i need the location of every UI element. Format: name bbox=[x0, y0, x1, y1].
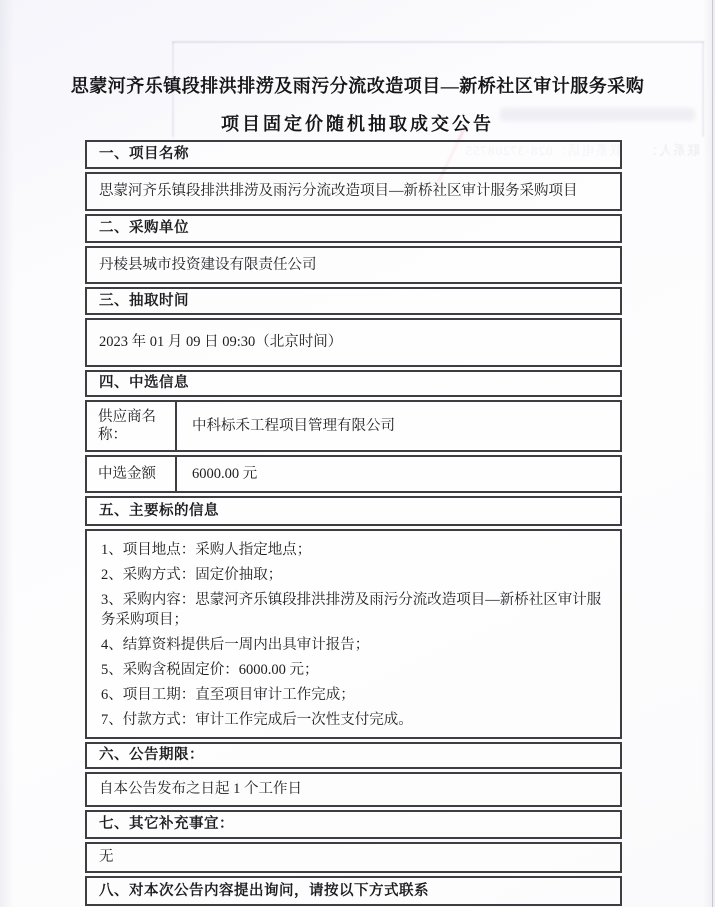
row-supplier bbox=[85, 400, 622, 452]
heading-contact-inquiry: 八、对本次公告内容提出询问，请按以下方式联系 bbox=[85, 876, 622, 906]
announcement-table bbox=[85, 140, 622, 906]
value-purchaser: 丹棱县城市投资建设有限责任公司 bbox=[85, 246, 622, 284]
award-amount-label: 中选金额 bbox=[87, 457, 177, 491]
bleedthrough-text: 联系人： 联系电话：028-37208755 bbox=[464, 143, 700, 158]
detail-item-duration: 6、项目工期：直至项目审计工作完成； bbox=[101, 687, 355, 703]
page-edge-shade-right bbox=[703, 0, 715, 907]
page-edge-line bbox=[712, 0, 713, 907]
supplier-name-value: 中科标禾工程项目管理有限公司 bbox=[192, 417, 395, 434]
row-award-amount bbox=[85, 455, 622, 493]
document-title-line1: 思蒙河齐乐镇段排洪排涝及雨污分流改造项目—新桥社区审计服务采购 bbox=[70, 76, 645, 96]
value-project-name: 思蒙河齐乐镇段排洪排涝及雨污分流改造项目—新桥社区审计服务采购项目 bbox=[85, 172, 622, 211]
detail-item-payment: 7、付款方式：审计工作完成后一次性支付完成。 bbox=[101, 712, 413, 728]
heading-supplementary: 七、其它补充事宜： bbox=[85, 810, 622, 839]
detail-item-report: 4、结算资料提供后一周内出具审计报告； bbox=[101, 637, 370, 653]
page-edge-shade-left bbox=[0, 0, 14, 907]
heading-selection-info: 四、中选信息 bbox=[85, 370, 622, 397]
heading-purchaser: 二、采购单位 bbox=[85, 214, 622, 243]
value-draw-time: 2023 年 01 月 09 日 09:30（北京时间） bbox=[85, 318, 622, 367]
row-subject-details bbox=[85, 529, 622, 739]
bleedthrough-table-line bbox=[172, 41, 704, 43]
heading-project-name: 一、项目名称 bbox=[85, 140, 622, 169]
value-notice-period: 自本公告发布之日起 1 个工作日 bbox=[85, 772, 622, 807]
document-title-line2: 项目固定价随机抽取成交公告 bbox=[221, 114, 494, 134]
heading-subject-info: 五、主要标的信息 bbox=[85, 496, 622, 526]
detail-item-location: 1、项目地点：采购人指定地点； bbox=[101, 542, 312, 558]
detail-item-price: 5、采购含税固定价：6000.00 元； bbox=[101, 662, 319, 678]
value-supplementary: 无 bbox=[85, 842, 622, 873]
detail-item-method: 2、采购方式：固定价抽取； bbox=[101, 567, 283, 583]
supplier-name-label: 供应商名称： bbox=[87, 402, 177, 450]
heading-draw-time: 三、抽取时间 bbox=[85, 287, 622, 315]
detail-item-content: 3、采购内容：思蒙河齐乐镇段排洪排涝及雨污分流改造项目—新桥社区审计服务采购项目； bbox=[101, 592, 602, 628]
heading-notice-period: 六、公告期限： bbox=[85, 742, 622, 769]
award-amount-value: 6000.00 元 bbox=[192, 465, 258, 482]
